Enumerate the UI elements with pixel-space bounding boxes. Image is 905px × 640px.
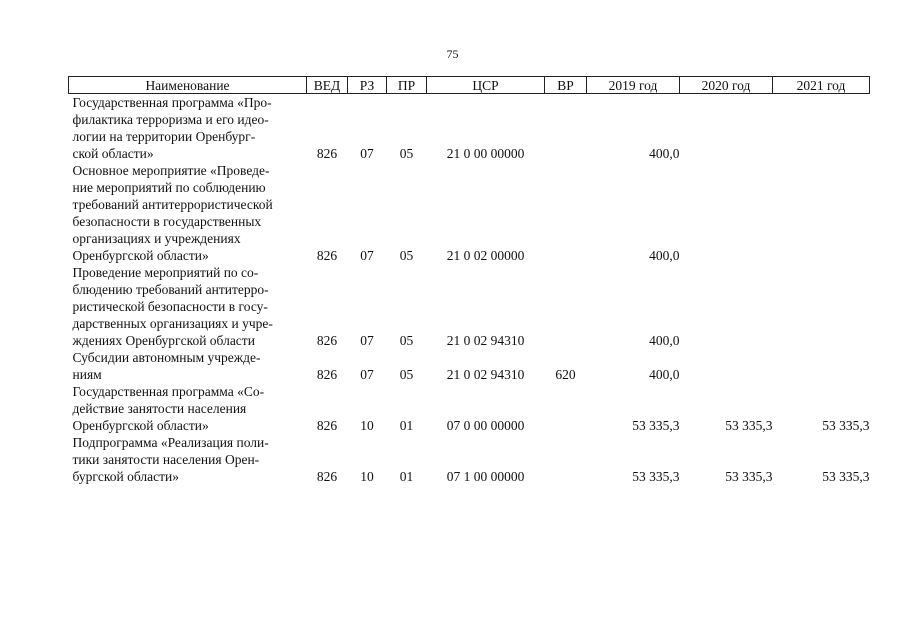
budget-table [68,76,870,485]
header-name: Наименование [69,77,307,94]
cell-vr [545,264,587,349]
cell-ved: 826 [316,469,338,484]
row-name-line: ние мероприятий по соблюдению [72,180,266,195]
header-ved: ВЕД [307,77,348,94]
cell-y2 [680,349,773,383]
table-row [69,434,870,485]
header-pr: ПР [387,77,427,94]
cell-pr: 01 [399,418,414,433]
header-vr: ВР [545,77,587,94]
cell-csr: 21 0 02 94310 [446,333,525,348]
row-name [69,162,307,264]
cell-pr: 05 [399,333,414,348]
cell-y1: 400,0 [649,367,680,382]
row-name-line: требований антитеррористической [72,197,273,212]
table-row [69,94,870,163]
cell-vr [545,434,587,485]
cell-csr: 21 0 00 00000 [446,146,525,161]
cell-vr: 620 [555,367,576,382]
row-name-line: бургской области» [72,469,179,484]
row-name [69,264,307,349]
header-csr: ЦСР [427,77,545,94]
cell-pr: 05 [399,367,414,382]
cell-rz: 07 [360,146,374,161]
header-rz: РЗ [348,77,387,94]
row-name-line: Оренбургской области» [72,248,209,263]
cell-y3: 53 335,3 [822,469,870,484]
row-name-line: Проведение мероприятий по со- [72,265,259,280]
cell-y3 [773,264,870,349]
cell-y1: 400,0 [649,248,680,263]
table-header-row [69,77,870,94]
cell-y1: 53 335,3 [632,418,680,433]
row-name-line: Оренбургской области» [72,418,209,433]
row-name-line: дарственных организациях и учре- [72,316,273,331]
row-name-line: Субсидии автономным учрежде- [72,350,261,365]
cell-vr [545,162,587,264]
cell-y2 [680,264,773,349]
row-name [69,94,307,163]
table-row [69,264,870,349]
cell-rz: 10 [360,418,374,433]
row-name-line: Основное мероприятие «Проведе- [72,163,270,178]
row-name-line: ниям [72,367,102,382]
cell-csr: 07 0 00 00000 [446,418,525,433]
cell-csr: 21 0 02 00000 [446,248,525,263]
table-row [69,349,870,383]
cell-pr: 05 [399,146,414,161]
cell-csr: 21 0 02 94310 [446,367,525,382]
row-name-line: Государственная программа «Со- [72,384,265,399]
table-body [69,94,870,486]
cell-y3: 53 335,3 [822,418,870,433]
cell-y2 [680,94,773,163]
row-name [69,383,307,434]
cell-vr [545,383,587,434]
cell-y3 [773,162,870,264]
cell-y1: 400,0 [649,146,680,161]
cell-ved: 826 [316,418,338,433]
cell-ved: 826 [316,146,338,161]
cell-y3 [773,94,870,163]
cell-pr: 01 [399,469,414,484]
row-name-line: блюдению требований антитерро- [72,282,269,297]
cell-y1: 53 335,3 [632,469,680,484]
row-name [69,434,307,485]
cell-ved: 826 [316,333,338,348]
cell-y1: 400,0 [649,333,680,348]
cell-y2: 53 335,3 [725,418,773,433]
row-name-line: организациях и учреждениях [72,231,241,246]
table-row [69,383,870,434]
row-name-line: ждениях Оренбургской области [72,333,255,348]
row-name-line: ристической безопасности в госу- [72,299,268,314]
row-name-line: тики занятости населения Орен- [72,452,260,467]
row-name-line: Государственная программа «Про- [72,95,272,110]
cell-vr [545,94,587,163]
cell-y3 [773,349,870,383]
cell-csr: 07 1 00 00000 [446,469,525,484]
cell-rz: 07 [360,333,374,348]
header-2019: 2019 год [587,77,680,94]
row-name-line: Подпрограмма «Реализация поли- [72,435,269,450]
cell-ved: 826 [316,248,338,263]
header-2020: 2020 год [680,77,773,94]
row-name-line: действие занятости населения [72,401,247,416]
cell-pr: 05 [399,248,414,263]
row-name-line: логии на территории Оренбург- [72,129,256,144]
cell-ved: 826 [316,367,338,382]
cell-y2: 53 335,3 [725,469,773,484]
cell-rz: 10 [360,469,374,484]
row-name-line: ской области» [72,146,154,161]
row-name [69,349,307,383]
page-number: 75 [446,47,459,61]
row-name-line: филактика терроризма и его идео- [72,112,269,127]
table-row [69,162,870,264]
row-name-line: безопасности в государственных [72,214,262,229]
cell-rz: 07 [360,367,374,382]
cell-y2 [680,162,773,264]
cell-rz: 07 [360,248,374,263]
header-2021: 2021 год [773,77,870,94]
